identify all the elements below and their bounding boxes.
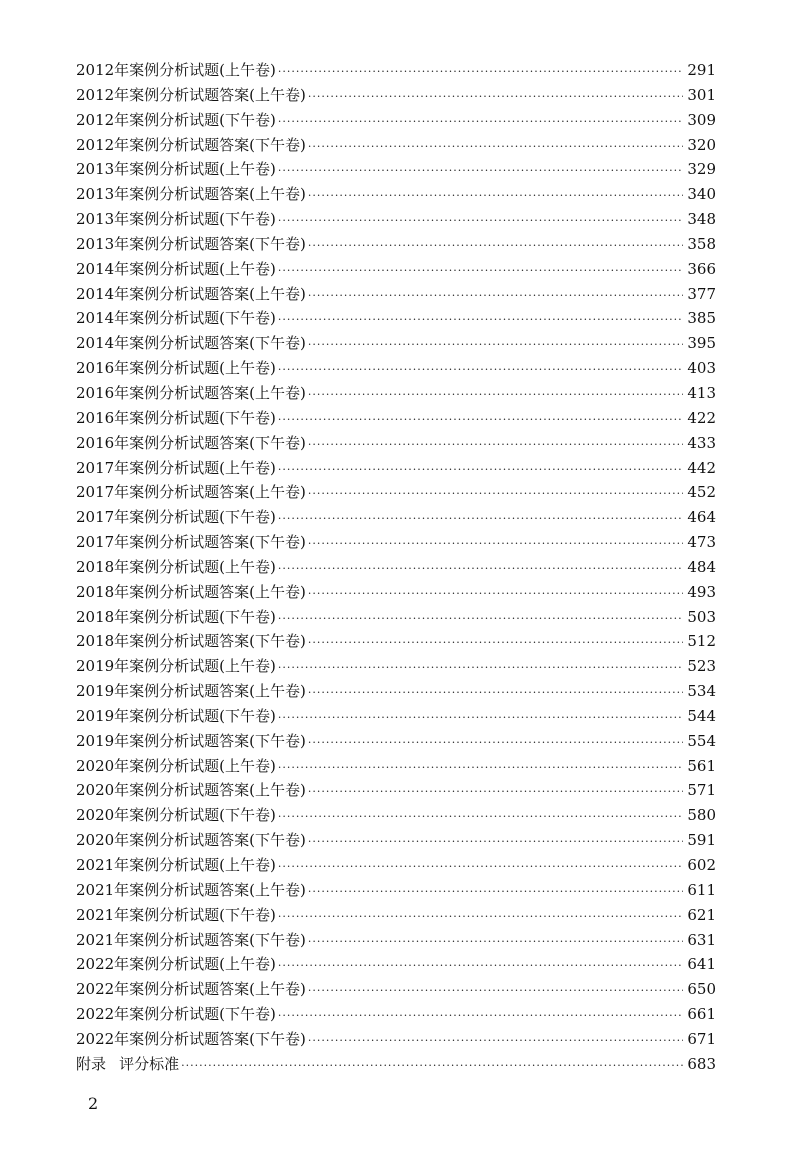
dot-leader xyxy=(278,706,683,731)
toc-entry[interactable] xyxy=(76,928,716,953)
toc-entry[interactable] xyxy=(76,629,716,654)
dot-leader xyxy=(308,85,683,110)
toc-entry-title: 2020年案例分析试题(上午卷) xyxy=(76,756,276,775)
toc-entry[interactable] xyxy=(76,232,716,257)
toc-entry[interactable] xyxy=(76,257,716,282)
toc-entry-page: 503 xyxy=(687,607,716,626)
dot-leader xyxy=(308,135,683,160)
toc-entry[interactable] xyxy=(76,282,716,307)
toc-entry-page: 683 xyxy=(687,1054,716,1073)
dot-leader xyxy=(308,930,683,955)
toc-entry-page: 523 xyxy=(687,657,716,676)
toc-entry-page: 403 xyxy=(687,359,716,378)
toc-entry-title: 2022年案例分析试题(下午卷) xyxy=(76,1005,276,1024)
toc-entry-page: 571 xyxy=(687,781,716,800)
toc-entry-page: 413 xyxy=(687,383,716,402)
dot-leader xyxy=(278,656,683,681)
toc-entry-title: 2021年案例分析试题(下午卷) xyxy=(76,905,276,924)
toc-entry-page: 512 xyxy=(687,632,716,651)
dot-leader xyxy=(308,433,683,458)
toc-entry-page: 484 xyxy=(687,557,716,576)
toc-entry[interactable] xyxy=(76,456,716,481)
toc-entry[interactable] xyxy=(76,133,716,158)
toc-entry[interactable] xyxy=(76,83,716,108)
dot-leader xyxy=(278,805,683,830)
toc-entry-title: 2017年案例分析试题答案(下午卷) xyxy=(76,533,306,552)
toc-entry-appendix[interactable] xyxy=(76,1052,716,1077)
toc-entry[interactable] xyxy=(76,555,716,580)
toc-entry[interactable] xyxy=(76,754,716,779)
toc-entry-title: 2013年案例分析试题(上午卷) xyxy=(76,160,276,179)
dot-leader xyxy=(278,1004,683,1029)
toc-entry[interactable] xyxy=(76,1002,716,1027)
toc-entry[interactable] xyxy=(76,331,716,356)
toc-entry-title: 2022年案例分析试题答案(上午卷) xyxy=(76,980,306,999)
dot-leader xyxy=(278,110,683,135)
toc-entry-page: 641 xyxy=(687,955,716,974)
toc-entry-page: 621 xyxy=(687,905,716,924)
toc-entry-page: 580 xyxy=(687,806,716,825)
dot-leader xyxy=(308,582,683,607)
toc-entry[interactable] xyxy=(76,406,716,431)
toc-entry[interactable] xyxy=(76,1027,716,1052)
toc-entry-title: 2014年案例分析试题(上午卷) xyxy=(76,259,276,278)
toc-entry[interactable] xyxy=(76,605,716,630)
toc-entry-page: 320 xyxy=(687,135,716,154)
toc-entry-title: 2021年案例分析试题答案(上午卷) xyxy=(76,880,306,899)
toc-entry[interactable] xyxy=(76,108,716,133)
toc-entry-title: 2017年案例分析试题(下午卷) xyxy=(76,508,276,527)
toc-entry-title: 2021年案例分析试题答案(下午卷) xyxy=(76,930,306,949)
toc-entry-title: 2019年案例分析试题(上午卷) xyxy=(76,657,276,676)
toc-entry[interactable] xyxy=(76,903,716,928)
toc-entry-title: 2016年案例分析试题(上午卷) xyxy=(76,359,276,378)
toc-entry[interactable] xyxy=(76,306,716,331)
dot-leader xyxy=(308,184,683,209)
toc-entry-page: 554 xyxy=(687,731,716,750)
toc-entry-title: 2012年案例分析试题答案(上午卷) xyxy=(76,85,306,104)
toc-entry-page: 301 xyxy=(687,85,716,104)
toc-entry-title: 2021年案例分析试题(上午卷) xyxy=(76,856,276,874)
toc-entry-page: 395 xyxy=(687,334,716,353)
toc-entry-page: 464 xyxy=(687,508,716,527)
dot-leader xyxy=(278,259,683,284)
toc-entry-title: 2018年案例分析试题(下午卷) xyxy=(76,607,276,626)
toc-entry[interactable] xyxy=(76,157,716,182)
table-of-contents xyxy=(76,58,716,1077)
toc-entry-page: 661 xyxy=(687,1005,716,1024)
toc-entry-page: 473 xyxy=(687,533,716,552)
toc-entry-page: 631 xyxy=(687,930,716,949)
toc-entry-page: 561 xyxy=(687,756,716,775)
toc-entry-page: 650 xyxy=(687,980,716,999)
toc-entry-title: 2017年案例分析试题(上午卷) xyxy=(76,458,276,477)
toc-entry-title: 2020年案例分析试题答案(下午卷) xyxy=(76,831,306,850)
toc-entry-title: 2019年案例分析试题答案(下午卷) xyxy=(76,731,306,750)
dot-leader xyxy=(278,507,683,532)
dot-leader xyxy=(278,358,683,383)
dot-leader xyxy=(308,532,683,557)
toc-entry[interactable] xyxy=(76,803,716,828)
toc-entry[interactable] xyxy=(76,778,716,803)
dot-leader xyxy=(308,333,683,358)
dot-leader xyxy=(278,209,683,234)
toc-entry-page: 422 xyxy=(687,408,716,427)
dot-leader xyxy=(278,60,683,85)
dot-leader xyxy=(278,905,683,930)
toc-entry-title: 2014年案例分析试题答案(下午卷) xyxy=(76,334,306,353)
toc-entry[interactable] xyxy=(76,704,716,729)
toc-entry-title: 2022年案例分析试题答案(下午卷) xyxy=(76,1029,306,1048)
dot-leader xyxy=(278,756,683,781)
toc-entry[interactable] xyxy=(76,505,716,530)
toc-entry[interactable] xyxy=(76,952,716,977)
toc-entry-title: 2017年案例分析试题答案(上午卷) xyxy=(76,483,306,502)
toc-entry[interactable] xyxy=(76,381,716,406)
dot-leader xyxy=(308,482,683,507)
toc-entry-page: 591 xyxy=(687,831,716,850)
toc-entry-title: 2020年案例分析试题答案(上午卷) xyxy=(76,781,306,800)
toc-entry-page: 611 xyxy=(687,880,716,899)
dot-leader xyxy=(308,979,683,1004)
page-number: 2 xyxy=(88,1094,99,1113)
toc-entry-page: 377 xyxy=(687,284,716,303)
toc-entry-title: 2013年案例分析试题答案(上午卷) xyxy=(76,185,306,204)
toc-entry[interactable] xyxy=(76,977,716,1002)
appendix-title: 评分标准 xyxy=(119,1054,180,1073)
toc-entry-page: 329 xyxy=(687,160,716,179)
toc-entry-page: 291 xyxy=(687,61,716,79)
dot-leader xyxy=(308,284,683,309)
dot-leader xyxy=(278,308,683,333)
dot-leader xyxy=(308,880,683,905)
toc-entry-title: 2020年案例分析试题(下午卷) xyxy=(76,806,276,825)
toc-entry[interactable] xyxy=(76,58,716,83)
toc-entry[interactable] xyxy=(76,878,716,903)
toc-entry-title: 2014年案例分析试题(下午卷) xyxy=(76,309,276,328)
dot-leader xyxy=(308,681,683,706)
toc-entry[interactable] xyxy=(76,853,716,878)
toc-entry[interactable] xyxy=(76,679,716,704)
toc-entry-title: 2022年案例分析试题(上午卷) xyxy=(76,955,276,974)
dot-leader xyxy=(308,631,683,656)
toc-entry-page: 340 xyxy=(687,185,716,204)
toc-entry[interactable] xyxy=(76,207,716,232)
toc-entry-page: 544 xyxy=(687,706,716,725)
toc-entry-title: 2019年案例分析试题(下午卷) xyxy=(76,706,276,725)
toc-entry-page: 385 xyxy=(687,309,716,328)
dot-leader xyxy=(278,159,683,184)
toc-entry[interactable] xyxy=(76,654,716,679)
toc-entry[interactable] xyxy=(76,828,716,853)
toc-entry-page: 534 xyxy=(687,682,716,701)
dot-leader xyxy=(278,954,683,979)
toc-entry-title: 2018年案例分析试题答案(上午卷) xyxy=(76,582,306,601)
toc-entry-page: 602 xyxy=(687,856,716,874)
toc-entry-page: 366 xyxy=(687,259,716,278)
toc-entry[interactable] xyxy=(76,356,716,381)
dot-leader xyxy=(308,1029,683,1054)
toc-entry-title: 2016年案例分析试题答案(下午卷) xyxy=(76,433,306,452)
toc-entry-title: 2018年案例分析试题答案(下午卷) xyxy=(76,632,306,651)
toc-entry-title: 2012年案例分析试题答案(下午卷) xyxy=(76,135,306,154)
toc-entry-page: 452 xyxy=(687,483,716,502)
dot-leader xyxy=(308,383,683,408)
toc-entry-page: 671 xyxy=(687,1029,716,1048)
toc-entry[interactable] xyxy=(76,431,716,456)
toc-entry-title: 2019年案例分析试题答案(上午卷) xyxy=(76,682,306,701)
toc-entry[interactable] xyxy=(76,580,716,605)
toc-entry-page: 433 xyxy=(687,433,716,452)
toc-entry[interactable] xyxy=(76,182,716,207)
toc-entry-title: 2013年案例分析试题答案(下午卷) xyxy=(76,234,306,253)
toc-entry-title: 2014年案例分析试题答案(上午卷) xyxy=(76,284,306,303)
appendix-label: 附录 xyxy=(76,1054,107,1073)
dot-leader xyxy=(308,830,683,855)
toc-entry-title: 2013年案例分析试题(下午卷) xyxy=(76,210,276,229)
dot-leader xyxy=(308,780,683,805)
toc-entry-page: 348 xyxy=(687,210,716,229)
dot-leader xyxy=(278,458,683,483)
toc-entry-page: 358 xyxy=(687,234,716,253)
toc-entry-title: 2016年案例分析试题答案(上午卷) xyxy=(76,383,306,402)
toc-entry[interactable] xyxy=(76,729,716,754)
toc-entry-title: 2012年案例分析试题(下午卷) xyxy=(76,110,276,129)
dot-leader xyxy=(308,234,683,259)
dot-leader xyxy=(278,855,683,880)
toc-entry-page: 442 xyxy=(687,458,716,477)
toc-entry-page: 493 xyxy=(687,582,716,601)
toc-entry-title: 2018年案例分析试题(上午卷) xyxy=(76,557,276,576)
dot-leader xyxy=(181,1054,683,1079)
toc-entry[interactable] xyxy=(76,480,716,505)
dot-leader xyxy=(278,557,683,582)
dot-leader xyxy=(278,607,683,632)
toc-entry-page: 309 xyxy=(687,110,716,129)
toc-entry[interactable] xyxy=(76,530,716,555)
toc-entry-title: 2016年案例分析试题(下午卷) xyxy=(76,408,276,427)
dot-leader xyxy=(308,731,683,756)
dot-leader xyxy=(278,408,683,433)
toc-entry-title: 2012年案例分析试题(上午卷) xyxy=(76,61,276,79)
